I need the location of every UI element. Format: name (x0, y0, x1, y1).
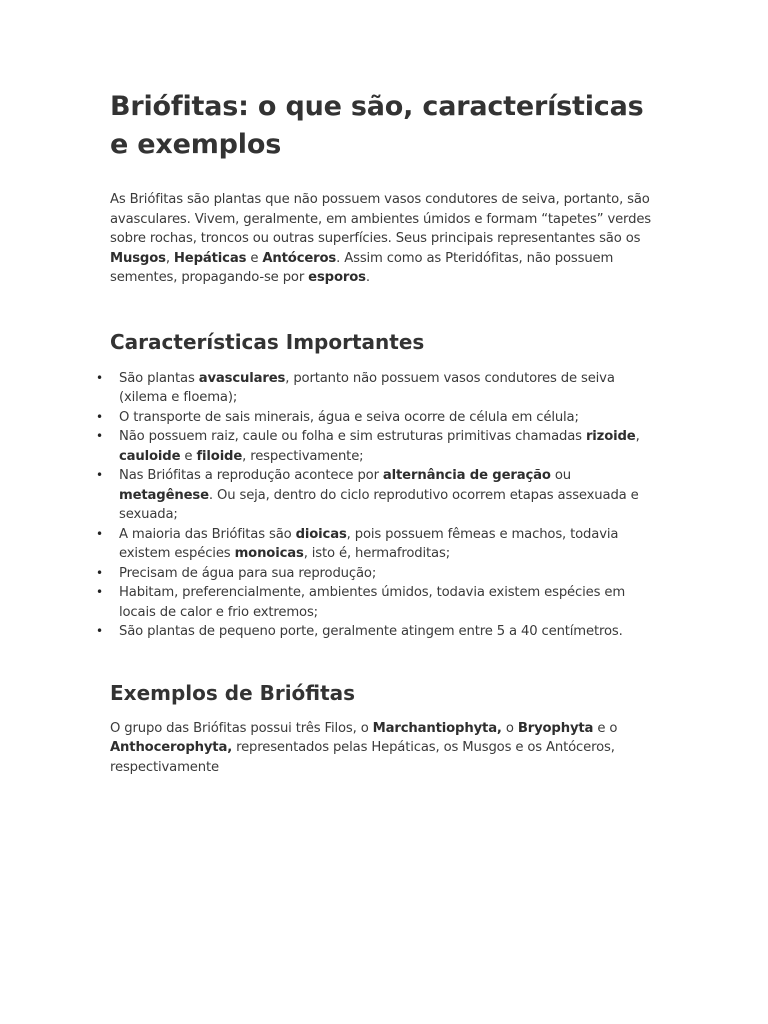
intro-text-4: . Assim como as Pteridófitas, não possuem sementes, propagando-se por (110, 250, 614, 285)
list-item-text: São plantas (119, 370, 199, 386)
examples-text-1: O grupo das Briófitas possui três Filos, o (110, 720, 373, 736)
examples-paragraph (110, 719, 670, 778)
intro-bold-hepaticas: Hepáticas (173, 250, 247, 266)
list-item-bold: monoicas (234, 546, 304, 561)
examples-bold-marchantiophyta: Marchantiophyta, (372, 720, 502, 736)
list-item-bold: avasculares (198, 370, 286, 386)
article (110, 88, 670, 777)
list-item (96, 564, 656, 584)
list-item-text: , portanto não possuem vasos condutores de seiva (xilema e floema); (119, 370, 615, 405)
intro-text-5: . (365, 270, 370, 285)
examples-heading: Exemplos de Briófitas (110, 680, 356, 705)
intro-bold-antoceros: Antóceros (262, 250, 337, 266)
list-item-text: , isto é, hermafroditas; (303, 546, 450, 561)
list-item-text: e (180, 448, 197, 464)
list-item-text: Nas Briófitas a reprodução acontece por (119, 468, 383, 483)
intro-bold-esporos: esporos (308, 270, 366, 285)
list-item-bold: rizoide (585, 429, 636, 444)
intro-bold-musgos: Musgos (110, 250, 166, 266)
page-title: Briófitas: o que são, características e exemplos (110, 91, 644, 160)
list-item-text: ou (550, 468, 571, 483)
list-item-text: O transporte de sais minerais, água e seiva ocorre de célula em célula; (119, 409, 579, 425)
list-item (96, 583, 656, 622)
list-item-bold: dioicas (295, 526, 347, 542)
intro-text-1: As Briófitas são plantas que não possuem vasos condutores de seiva, portanto, são avasculares. Vivem, geralmente, em ambientes úmidos e formam “tapetes” verdes sobre rochas, troncos ou outras superfícies. Seus principais representantes são os (110, 192, 652, 246)
list-item-text: Não possuem raiz, caule ou folha e sim estruturas primitivas chamadas (119, 429, 586, 444)
list-item (96, 525, 656, 564)
characteristics-heading: Características Importantes (110, 329, 425, 354)
examples-text-2: o (501, 720, 518, 736)
list-item-text: Precisam de água para sua reprodução; (119, 565, 377, 581)
list-item-bold: alternância de geração (382, 468, 551, 483)
examples-bold-anthocerophyta: Anthocerophyta, (110, 740, 233, 755)
list-item (96, 427, 656, 466)
list-item-bold: metagênese (119, 487, 209, 503)
intro-text-2: , (165, 250, 174, 266)
intro-paragraph (110, 190, 670, 288)
list-item-text: . Ou seja, dentro do ciclo reprodutivo ocorrem etapas assexuada e sexuada; (119, 487, 639, 522)
list-item-text: , respectivamente; (242, 448, 364, 464)
examples-text-3: e o (593, 720, 618, 736)
list-item (96, 408, 656, 428)
examples-bold-bryophyta: Bryophyta (517, 720, 594, 736)
characteristics-list (96, 369, 656, 642)
list-item (96, 369, 656, 408)
list-item-text: , (635, 429, 640, 444)
list-item-bold: cauloide (119, 448, 181, 464)
intro-text-3: e (246, 250, 263, 266)
list-item-text: São plantas de pequeno porte, geralmente atingem entre 5 a 40 centímetros. (119, 624, 623, 639)
list-item-text: A maioria das Briófitas são (119, 526, 296, 542)
list-item-bold: filoide (196, 448, 243, 464)
list-item (96, 466, 656, 525)
list-item-text: Habitam, preferencialmente, ambientes úmidos, todavia existem espécies em locais de calor e frio extremos; (119, 585, 626, 620)
examples-text-4: representados pelas Hepáticas, os Musgos e os Antóceros, respectivamente (110, 740, 615, 775)
list-item (96, 622, 656, 642)
list-item-text: , pois possuem fêmeas e machos, todavia existem espécies (119, 526, 619, 561)
